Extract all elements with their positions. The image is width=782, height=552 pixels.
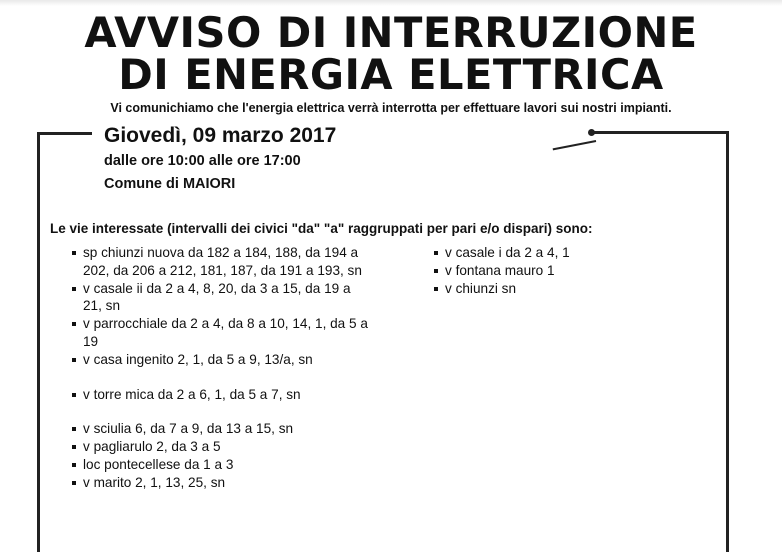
street-item: v pagliarulo 2, da 3 a 5 bbox=[72, 438, 372, 456]
street-item: loc pontecellese da 1 a 3 bbox=[72, 456, 372, 474]
street-item: v casale ii da 2 a 4, 8, 20, da 3 a 15, da 19 a 21, sn bbox=[72, 280, 372, 316]
street-item: v fontana mauro 1 bbox=[434, 262, 634, 280]
top-shade bbox=[0, 0, 782, 6]
interruption-hours: dalle ore 10:00 alle ore 17:00 bbox=[104, 153, 301, 169]
street-item: v casale i da 2 a 4, 1 bbox=[434, 244, 634, 262]
street-item: v casa ingenito 2, 1, da 5 a 9, 13/a, sn bbox=[72, 351, 372, 369]
notice-title-line-1: AVVISO DI INTERRUZIONE bbox=[84, 8, 698, 57]
street-item: v chiunzi sn bbox=[434, 280, 634, 298]
street-item: sp chiunzi nuova da 182 a 184, 188, da 194 a 202, da 206 a 212, 181, 187, da 191 a 193, sn bbox=[72, 244, 372, 280]
street-item: v marito 2, 1, 13, 25, sn bbox=[72, 474, 372, 492]
streets-intro: Le vie interessate (intervalli dei civici "da" "a" raggruppati per pari e/o dispari) sono: bbox=[50, 221, 593, 236]
street-item: v parrocchiale da 2 a 4, da 8 a 10, 14, 1, da 5 a 19 bbox=[72, 315, 372, 351]
municipality: Comune di MAIORI bbox=[104, 176, 236, 192]
interruption-date: Giovedì, 09 marzo 2017 bbox=[104, 124, 337, 147]
notice-subtitle: Vi comunichiamo che l'energia elettrica verrà interrotta per effettuare lavori sui nostri impianti. bbox=[110, 101, 672, 115]
notice-title-line-2: DI ENERGIA ELETTRICA bbox=[118, 50, 664, 99]
street-item: v torre mica da 2 a 6, 1, da 5 a 7, sn bbox=[72, 386, 372, 404]
streets-list-left bbox=[72, 244, 372, 492]
street-item: v sciulia 6, da 7 a 9, da 13 a 15, sn bbox=[72, 420, 372, 438]
streets-list-right bbox=[434, 244, 634, 297]
